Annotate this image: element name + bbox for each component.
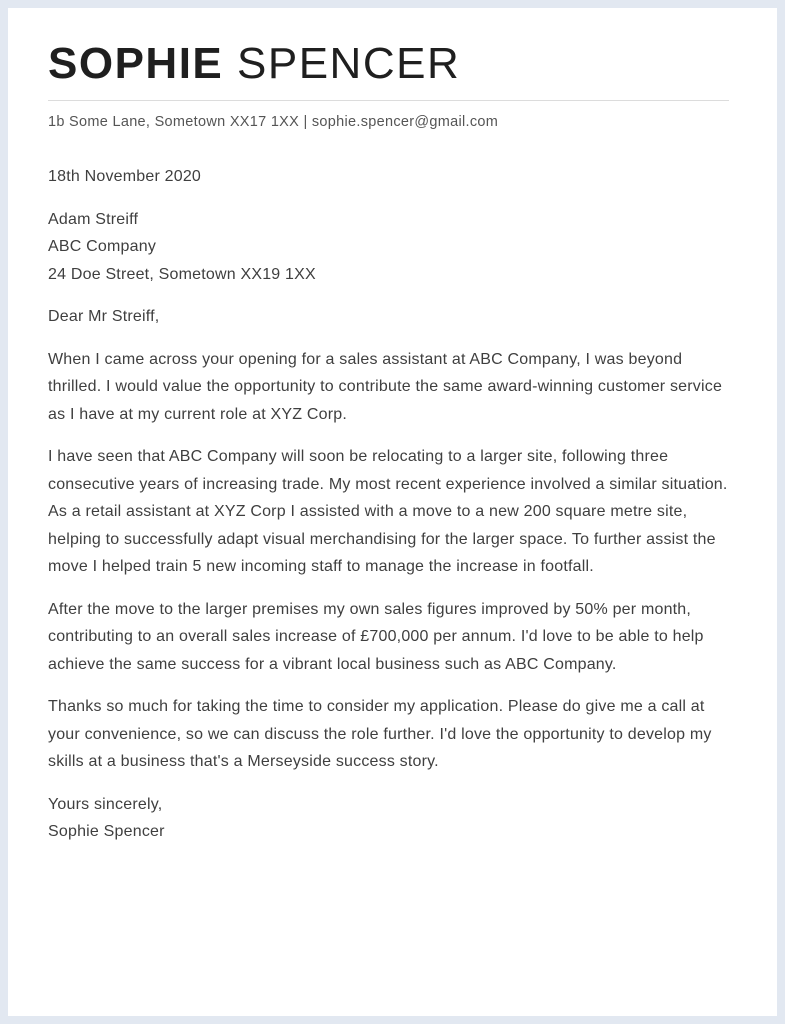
contact-line: 1b Some Lane, Sometown XX17 1XX | sophie.spencer@gmail.com bbox=[48, 114, 499, 130]
recipient-name: Adam Streiff bbox=[48, 210, 139, 228]
recipient-company: ABC Company bbox=[48, 238, 157, 255]
letter-body bbox=[48, 163, 729, 846]
letter-page bbox=[8, 8, 777, 1016]
letterhead-last-name: SPENCER bbox=[237, 39, 461, 88]
letterhead-first-name: SOPHIE bbox=[48, 39, 224, 88]
letter-paragraph: When I came across your opening for a sales assistant at ABC Company, I was beyond thrilled. I would value the opportunity to contribute the same award-winning customer service as I have at my current role at XYZ Corp. bbox=[48, 350, 723, 423]
letterhead bbox=[48, 39, 729, 130]
closing: Yours sincerely, bbox=[48, 795, 163, 813]
recipient-address bbox=[48, 206, 729, 289]
salutation: Dear Mr Streiff, bbox=[48, 308, 160, 325]
recipient-street: 24 Doe Street, Sometown XX19 1XX bbox=[48, 265, 316, 283]
letter-date: 18th November 2020 bbox=[48, 168, 202, 185]
signature-block bbox=[48, 791, 729, 846]
letter-paragraph: Thanks so much for taking the time to consider my application. Please do give me a call at your convenience, so we can discuss the role further. I'd love the opportunity to develop my skills at a business that's a Merseyside success story. bbox=[48, 698, 712, 770]
page-title bbox=[48, 39, 729, 88]
letter-paragraph: I have seen that ABC Company will soon be relocating to a larger site, following three consecutive years of increasing trade. My most recent experience involved a similar situation. As a retail assistant at XYZ Corp I assisted with a move to a new 200 square metre site, helping to successfully adapt visual merchandising for the larger space. To further assist the move I helped train 5 new incoming staff to manage the increase in footfall. bbox=[48, 448, 728, 575]
signature-name: Sophie Spencer bbox=[48, 823, 165, 840]
header-divider bbox=[48, 100, 729, 101]
letter-paragraph: After the move to the larger premises my own sales figures improved by 50% per month, contributing to an overall sales increase of £700,000 per annum. I'd love to be able to help achieve the same success for a vibrant local business such as ABC Company. bbox=[48, 600, 704, 673]
